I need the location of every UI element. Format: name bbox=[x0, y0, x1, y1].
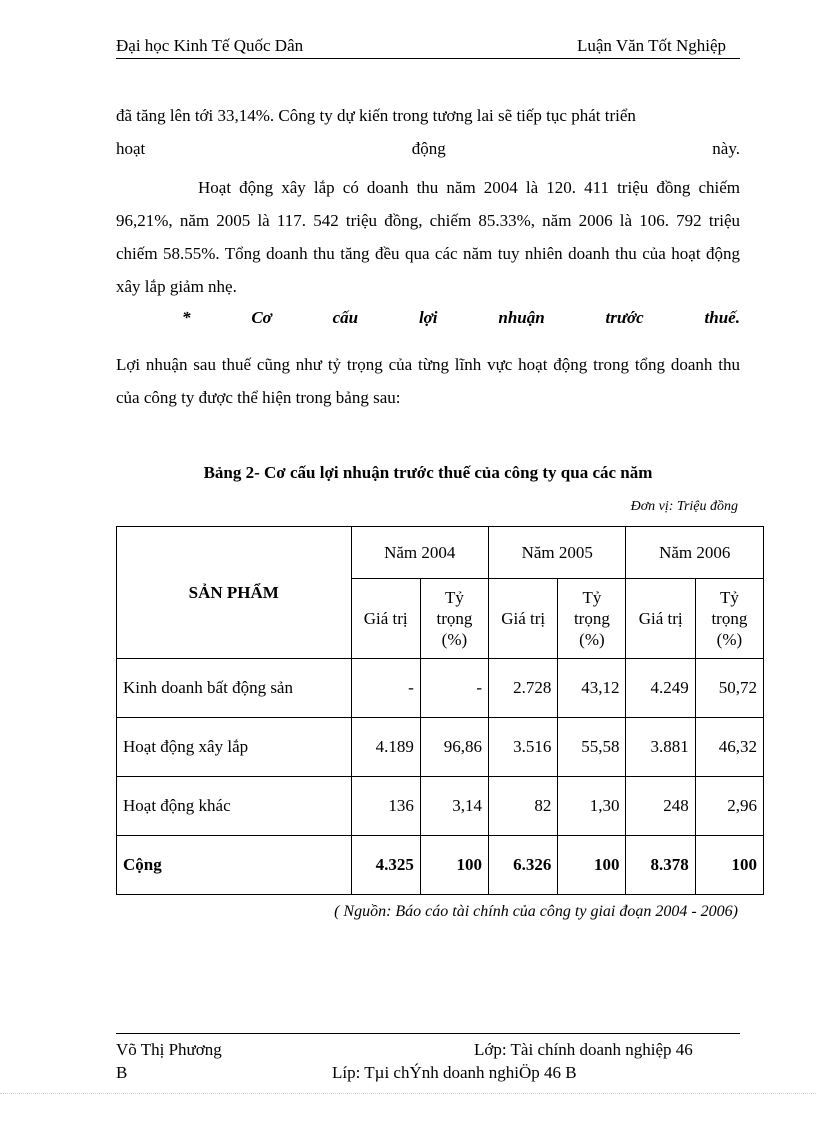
header-school: Đại học Kinh Tế Quốc Dân bbox=[116, 36, 304, 55]
paragraph-2: Hoạt động xây lắp có doanh thu năm 2004 là 120. 411 triệu đồng chiếm 96,21%, năm 2005 là 117. 542 triệu đồng, chiếm 85.33%, năm 2006 là 106. 792 triệu chiếm 58.55%. Tổng doanh thu tăng đều qua các năm tuy nhiên doanh thu của hoạt động xây lắp giảm nhẹ. bbox=[116, 178, 740, 296]
year-header-2005: Năm 2005 bbox=[489, 527, 626, 579]
cell: 2,96 bbox=[695, 777, 763, 836]
header-thesis: Luận Văn Tốt Nghiệp bbox=[576, 36, 726, 55]
cell: 2.728 bbox=[489, 659, 558, 718]
cell: 100 bbox=[695, 836, 763, 895]
cell: 3.881 bbox=[626, 718, 695, 777]
pct-header: Tỷ trọng (%) bbox=[695, 579, 763, 659]
footer-class-garbled: Líp: Tµi chÝnh doanh nghiÖp 46 B bbox=[332, 1063, 577, 1082]
cell: 3.516 bbox=[489, 718, 558, 777]
cell: 100 bbox=[420, 836, 488, 895]
year-header-2004: Năm 2004 bbox=[351, 527, 488, 579]
cell: 43,12 bbox=[558, 659, 626, 718]
footer-class: Lớp: Tài chính doanh nghiệp 46 bbox=[474, 1040, 693, 1059]
paragraph-1-line-1: đã tăng lên tới 33,14%. Công ty dự kiến trong tương lai sẽ tiếp tục phát triển bbox=[116, 106, 636, 125]
cell: 6.326 bbox=[489, 836, 558, 895]
word: này. bbox=[712, 139, 740, 158]
heading-word: cấu bbox=[332, 308, 359, 327]
word: hoạt bbox=[116, 139, 146, 158]
cell: 8.378 bbox=[626, 836, 695, 895]
product-header: SẢN PHẨM bbox=[117, 527, 352, 659]
page-edge-divider bbox=[0, 1093, 816, 1094]
pct-header: Tỷ trọng (%) bbox=[558, 579, 626, 659]
total-row bbox=[117, 836, 764, 895]
word: động bbox=[411, 139, 446, 158]
cell: 100 bbox=[558, 836, 626, 895]
value-header: Giá trị bbox=[489, 579, 558, 659]
row-label: Hoạt động xây lắp bbox=[117, 718, 352, 777]
footer-author: Võ Thị Phương bbox=[116, 1040, 222, 1059]
cell: 4.249 bbox=[626, 659, 695, 718]
heading-word: thuế. bbox=[704, 308, 740, 327]
cell: 96,86 bbox=[420, 718, 488, 777]
heading-word: trước bbox=[605, 308, 644, 327]
cell: - bbox=[351, 659, 420, 718]
pct-header: Tỷ trọng (%) bbox=[420, 579, 488, 659]
cell: 46,32 bbox=[695, 718, 763, 777]
footer-author-suffix: B bbox=[116, 1063, 128, 1082]
value-header: Giá trị bbox=[351, 579, 420, 659]
cell: 4.189 bbox=[351, 718, 420, 777]
cell: 3,14 bbox=[420, 777, 488, 836]
cell: 50,72 bbox=[695, 659, 763, 718]
footer-divider bbox=[116, 1033, 740, 1034]
profit-structure-table bbox=[116, 526, 764, 895]
heading-word: lợi bbox=[418, 308, 438, 327]
value-header: Giá trị bbox=[626, 579, 695, 659]
header-divider bbox=[116, 58, 740, 59]
table-title: Bảng 2- Cơ cấu lợi nhuận trước thuế của công ty qua các năm bbox=[203, 463, 653, 482]
cell: - bbox=[420, 659, 488, 718]
row-label: Kinh doanh bất động sản bbox=[117, 659, 352, 718]
section-heading bbox=[182, 308, 740, 328]
cell: 82 bbox=[489, 777, 558, 836]
cell: 136 bbox=[351, 777, 420, 836]
cell: 4.325 bbox=[351, 836, 420, 895]
cell: 248 bbox=[626, 777, 695, 836]
cell: 1,30 bbox=[558, 777, 626, 836]
table-row bbox=[117, 777, 764, 836]
heading-word: Cơ bbox=[251, 308, 272, 327]
cell: 55,58 bbox=[558, 718, 626, 777]
table-row bbox=[117, 659, 764, 718]
row-label: Hoạt động khác bbox=[117, 777, 352, 836]
table-source: ( Nguồn: Báo cáo tài chính của công ty giai đoạn 2004 - 2006) bbox=[334, 903, 738, 920]
table-unit: Đơn vị: Triệu đồng bbox=[630, 499, 738, 514]
paragraph-1-line-2 bbox=[116, 132, 740, 165]
year-header-2006: Năm 2006 bbox=[626, 527, 764, 579]
paragraph-3: Lợi nhuận sau thuế cũng như tỷ trọng của từng lĩnh vực hoạt động trong tổng doanh thu của công ty được thể hiện trong bảng sau: bbox=[116, 355, 740, 407]
row-label: Cộng bbox=[117, 836, 352, 895]
table-row bbox=[117, 718, 764, 777]
heading-word: * bbox=[182, 308, 191, 327]
paragraph-1 bbox=[116, 99, 740, 165]
heading-word: nhuận bbox=[498, 308, 545, 327]
